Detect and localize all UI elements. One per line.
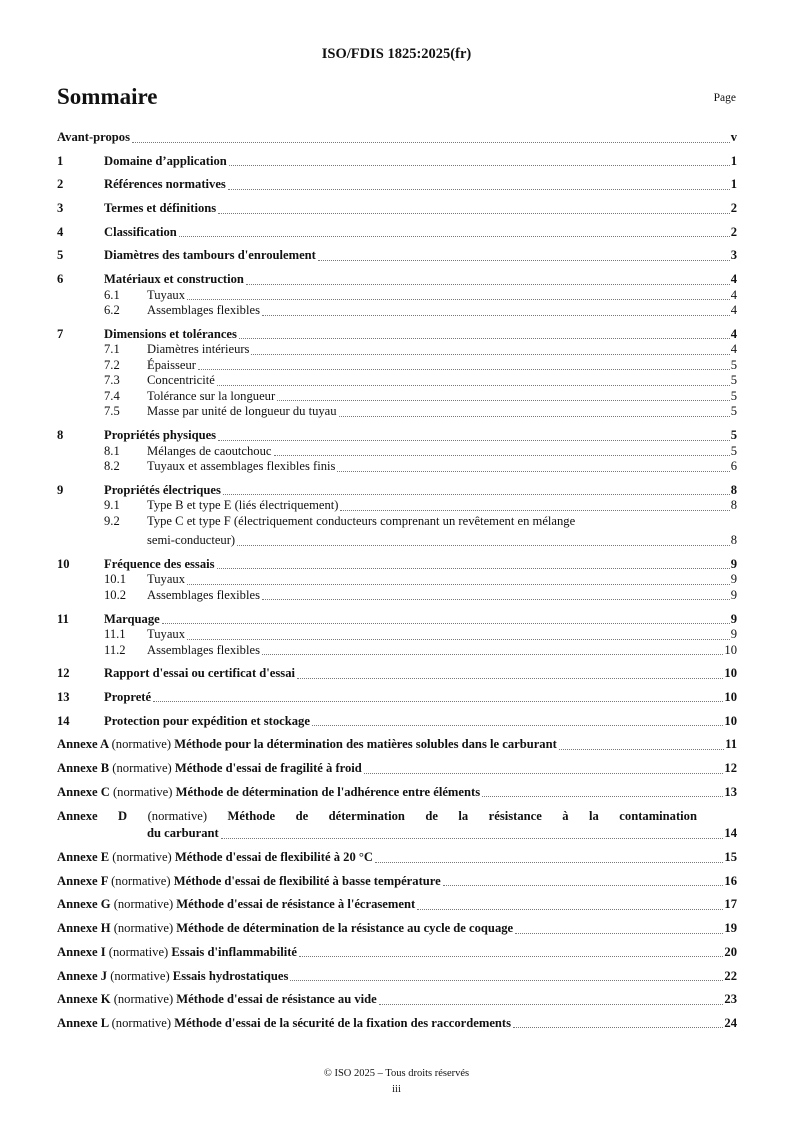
annex-label: Annexe G (57, 897, 111, 912)
toc-page-number: 8 (730, 482, 737, 497)
dot-leader (297, 678, 723, 679)
toc-entry-text: Tuyaux et assemblages flexibles finis (147, 459, 336, 473)
annex-label: Annexe E (57, 850, 110, 865)
toc-entry-text: Méthode de détermination de la résistance à la contamination (227, 809, 697, 824)
toc-entry-text: Mélanges de caoutchouc (147, 443, 272, 458)
toc-entry-line (57, 225, 737, 241)
toc-entry-text: Références normatives (104, 177, 226, 192)
toc-entry-line (57, 969, 737, 985)
toc-entry-text: Méthode d'essai de fragilité à froid (174, 761, 362, 775)
toc-entry-line (57, 643, 737, 659)
toc-entry-text-continued: du carburant (147, 826, 219, 841)
toc-entry-number: 11.2 (104, 642, 126, 657)
toc-entry-title (57, 737, 557, 753)
toc-page-number: 2 (730, 201, 737, 216)
toc-entry[interactable] (57, 483, 737, 499)
toc-page-number: 1 (730, 177, 737, 192)
toc-entry-number: 11.1 (104, 627, 126, 642)
dot-leader (251, 354, 729, 355)
toc-entry-text: Méthode d'essai de flexibilité à basse température (173, 873, 441, 888)
toc-page-number: 4 (730, 342, 737, 357)
toc-page-number: 6 (730, 459, 737, 473)
toc-entry-number: 7 (57, 326, 64, 341)
toc-page-number: 9 (730, 627, 737, 642)
toc-entry-text: Type C et type F (électriquement conducteurs comprenant un revêtement en mélange (147, 513, 576, 528)
toc-entry[interactable] (57, 358, 737, 374)
toc-entry-text-continued: semi-conducteur) (147, 533, 236, 548)
toc-entry[interactable] (57, 612, 737, 628)
annex-normative-label: (normative) (147, 809, 208, 824)
toc-entry-text: Fréquence des essais (104, 556, 215, 571)
annex-label: Annexe B (57, 761, 110, 775)
toc-page-number: 17 (724, 897, 737, 912)
toc-entry-number: 13 (57, 689, 70, 704)
toc-entry-text: Marquage (104, 611, 160, 626)
toc-page-number: v (730, 130, 737, 144)
toc-entry-number: 2 (57, 177, 64, 192)
annex-normative-label: (normative) (110, 968, 170, 983)
toc-entry-line (57, 945, 737, 961)
toc-entry-text: Méthode de détermination de l'adhérence entre éléments (175, 784, 481, 799)
annex-normative-label: (normative) (113, 921, 174, 936)
toc-entry-number: 9.2 (104, 513, 120, 528)
annex-normative-label: (normative) (112, 784, 173, 799)
toc-entry-title (57, 808, 697, 825)
toc-page-number: 3 (730, 248, 737, 263)
toc-entry-text: Concentricité (147, 373, 215, 388)
toc-entry[interactable] (57, 945, 737, 961)
toc-entry-line (57, 154, 737, 170)
toc-entry[interactable] (57, 327, 737, 343)
toc-entry-line (57, 826, 737, 842)
toc-entry-line (57, 327, 737, 343)
toc-page-number: 5 (730, 388, 737, 403)
toc-entry-text: Méthode pour la détermination des matières solubles dans le carburant (174, 737, 557, 752)
toc-entry-number: 7.1 (104, 342, 120, 357)
toc-page-number: 10 (724, 713, 737, 728)
dot-leader (218, 440, 730, 441)
toc-page-number: 10 (724, 642, 737, 657)
dot-leader (262, 654, 723, 655)
toc-entry-text: Termes et définitions (104, 201, 217, 216)
toc-page-number: 10 (724, 689, 737, 704)
toc-entry-number: 8 (57, 428, 64, 442)
toc-page-number: 4 (730, 272, 737, 287)
toc-entry[interactable] (57, 761, 737, 777)
toc-page-number: 9 (730, 611, 737, 626)
dot-leader (223, 494, 730, 495)
toc-entry[interactable] (57, 498, 737, 514)
annex-label: Annexe K (57, 992, 111, 1007)
annex-normative-label: (normative) (113, 992, 174, 1007)
toc-entry-text: Diamètres intérieurs (147, 342, 250, 357)
page-footer (0, 1066, 793, 1098)
toc-page-number: 15 (724, 850, 737, 865)
dot-leader (482, 796, 723, 797)
toc-entry[interactable] (57, 969, 737, 985)
dot-leader (274, 455, 730, 456)
toc-entry-line (57, 992, 737, 1008)
toc-entry-line (57, 572, 737, 588)
toc-page-number: 8 (730, 498, 737, 513)
toc-entry[interactable] (57, 177, 737, 193)
toc-page-number: 4 (730, 303, 737, 318)
toc-entry-line (57, 761, 737, 777)
annex-label: Annexe C (57, 784, 110, 799)
toc-entry-line (57, 874, 737, 890)
toc-entry-text: Assemblages flexibles (147, 587, 260, 602)
annex-label: Annexe H (57, 921, 111, 936)
table-of-contents (57, 130, 737, 1031)
toc-entry-text: Essais d'inflammabilité (171, 944, 298, 959)
toc-entry[interactable] (57, 130, 737, 146)
toc-page-number: 12 (724, 761, 737, 775)
toc-entry-title (57, 945, 297, 961)
toc-entry-line (57, 666, 737, 682)
toc-page-number: 9 (730, 572, 737, 587)
toc-entry-number: 9.1 (104, 498, 120, 513)
toc-entry-line (57, 921, 737, 937)
toc-entry[interactable] (57, 288, 737, 304)
toc-entry-line (57, 714, 737, 730)
toc-entry-title (57, 850, 373, 866)
toc-entry-text: Propreté (104, 689, 152, 704)
toc-entry-line (57, 459, 737, 475)
dot-leader (217, 385, 730, 386)
toc-entry-line (57, 248, 737, 264)
toc-entry-text: Méthode d'essai de résistance au vide (176, 992, 377, 1007)
dot-leader (246, 284, 730, 285)
dot-leader (239, 338, 730, 339)
toc-entry-number: 6.2 (104, 303, 120, 318)
toc-page-number: 5 (730, 428, 737, 442)
toc-entry[interactable] (57, 572, 737, 588)
toc-entry-line (57, 177, 737, 193)
dot-leader (217, 568, 730, 569)
dot-leader (337, 471, 729, 472)
toc-entry-title (57, 1016, 511, 1032)
annex-normative-label: (normative) (111, 873, 171, 888)
toc-entry-title (57, 992, 377, 1008)
toc-entry-number: 9 (57, 482, 64, 497)
toc-page-number: 5 (730, 443, 737, 458)
toc-entry-text: Méthode d'essai de résistance à l'écrasement (176, 897, 416, 912)
toc-entry-text: Tuyaux (147, 572, 186, 587)
toc-entry-text: Méthode d'essai de flexibilité à 20 °C (174, 850, 374, 865)
toc-entry[interactable] (57, 342, 737, 358)
toc-entry-text: Méthode de détermination de la résistance au cycle de coquage (176, 921, 514, 936)
dot-leader (339, 416, 730, 417)
dot-leader (277, 400, 730, 401)
toc-page-number: 11 (725, 737, 737, 752)
toc-entry[interactable] (57, 514, 737, 549)
dot-leader (179, 236, 730, 237)
toc-entry-number: 3 (57, 201, 64, 216)
toc-page-number: 23 (724, 992, 737, 1007)
toc-page-number: 5 (730, 373, 737, 388)
dot-leader (299, 956, 723, 957)
toc-entry-line (57, 389, 737, 405)
annex-normative-label: (normative) (111, 737, 172, 752)
dot-leader (443, 885, 724, 886)
toc-entry-line (57, 428, 737, 444)
toc-entry-line (57, 808, 737, 825)
toc-page-number: 14 (724, 826, 737, 841)
toc-entry[interactable] (57, 201, 737, 217)
toc-entry-number: 10.2 (104, 587, 127, 602)
toc-entry-number: 5 (57, 248, 64, 263)
toc-entry-number: 8.1 (104, 443, 120, 458)
toc-page-number: 16 (724, 873, 737, 888)
dot-leader (187, 584, 730, 585)
toc-entry[interactable] (57, 643, 737, 659)
toc-entry[interactable] (57, 666, 737, 682)
toc-entry-text: Masse par unité de longueur du tuyau (147, 404, 337, 419)
annex-normative-label: (normative) (112, 850, 172, 865)
toc-page-number: 5 (730, 404, 737, 419)
toc-entry-line (57, 612, 737, 628)
dot-leader (162, 623, 730, 624)
annex-label: Annexe L (57, 1015, 109, 1030)
annex-label: Annexe J (57, 968, 108, 983)
toc-entry-text: Domaine d’application (104, 153, 227, 168)
toc-entry-line (57, 404, 737, 420)
toc-entry-line (57, 373, 737, 389)
toc-entry-number: 14 (57, 713, 70, 728)
dot-leader (221, 838, 724, 839)
toc-entry[interactable] (57, 459, 737, 475)
dot-leader (375, 862, 723, 863)
toc-page-number: 1 (730, 153, 737, 168)
toc-entry-line (57, 785, 737, 801)
toc-entry-line (57, 557, 737, 573)
toc-entry-text: Assemblages flexibles (147, 303, 260, 318)
toc-entry-line (57, 850, 737, 866)
toc-entry[interactable] (57, 992, 737, 1008)
page-column-label: Page (713, 92, 736, 104)
toc-entry-text: Tuyaux (147, 287, 186, 302)
toc-entry-line (57, 444, 737, 460)
toc-page-number: 10 (724, 666, 737, 681)
toc-entry-line (57, 514, 737, 530)
annex-label: Annexe D (57, 809, 128, 824)
dot-leader (417, 909, 723, 910)
toc-entry-text: Épaisseur (147, 357, 196, 372)
toc-entry-number: 7.4 (104, 388, 120, 403)
toc-entry-text: Rapport d'essai ou certificat d'essai (104, 666, 295, 681)
toc-entry-number: 7.2 (104, 357, 120, 372)
toc-entry-number: 10 (57, 556, 70, 571)
toc-entry-title (57, 921, 513, 937)
toc-entry[interactable] (57, 373, 737, 389)
toc-entry-line (57, 358, 737, 374)
toc-entry-number: 8.2 (104, 459, 120, 473)
toc-entry-number: 1 (57, 153, 64, 168)
toc-entry-text: Méthode d'essai de la sécurité de la fixation des raccordements (174, 1015, 512, 1030)
toc-entry-text: Tolérance sur la longueur (147, 388, 276, 403)
dot-leader (132, 142, 730, 143)
toc-entry-line (57, 288, 737, 304)
toc-entry[interactable] (57, 921, 737, 937)
toc-entry-line (57, 130, 737, 146)
toc-page-number: 24 (724, 1015, 737, 1030)
toc-page-number: 4 (730, 287, 737, 302)
dot-leader (379, 1004, 724, 1005)
annex-normative-label: (normative) (108, 944, 169, 959)
toc-entry-text: Assemblages flexibles (147, 642, 260, 657)
toc-entry[interactable] (57, 225, 737, 241)
toc-entry[interactable] (57, 444, 737, 460)
dot-leader (312, 725, 723, 726)
dot-leader (290, 980, 723, 981)
toc-entry[interactable] (57, 785, 737, 801)
toc-entry-number: 4 (57, 224, 64, 239)
toc-entry-number: 10.1 (104, 572, 127, 587)
toc-entry-number: 7.5 (104, 404, 120, 419)
toc-entry-title (57, 969, 288, 985)
annex-label: Annexe A (57, 737, 109, 752)
toc-entry[interactable] (57, 404, 737, 420)
toc-entry-line (57, 201, 737, 217)
toc-entry-line (57, 897, 737, 913)
toc-entry-text: Dimensions et tolérances (104, 326, 237, 341)
toc-entry-text: Classification (104, 224, 177, 239)
toc-entry[interactable] (57, 154, 737, 170)
toc-entry-title (57, 874, 441, 890)
dot-leader (228, 189, 730, 190)
toc-entry-text: Tuyaux (147, 627, 186, 642)
toc-entry-line (57, 342, 737, 358)
toc-entry[interactable] (57, 874, 737, 890)
toc-page-number: 5 (730, 357, 737, 372)
toc-entry-text: Matériaux et construction (104, 272, 244, 287)
toc-entry-text: Propriétés physiques (104, 428, 217, 442)
toc-entry-text: Essais hydrostatiques (172, 968, 289, 983)
toc-entry-title (57, 897, 415, 913)
toc-entry-text: Avant-propos (57, 130, 131, 144)
toc-entry-number: 6.1 (104, 287, 120, 302)
dot-leader (559, 749, 724, 750)
toc-entry-line (57, 303, 737, 319)
toc-page-number: 8 (730, 533, 737, 548)
toc-page-number: 22 (724, 968, 737, 983)
dot-leader (262, 599, 730, 600)
toc-entry-line (57, 483, 737, 499)
toc-entry-line (57, 272, 737, 288)
toc-entry[interactable] (57, 690, 737, 706)
toc-page-number: 9 (730, 587, 737, 602)
toc-entry[interactable] (57, 272, 737, 288)
toc-entry-line (57, 627, 737, 643)
dot-leader (262, 315, 730, 316)
dot-leader (364, 773, 724, 774)
toc-entry-text: Propriétés électriques (104, 482, 221, 497)
toc-entry-text: Type B et type E (liés électriquement) (147, 498, 339, 513)
toc-entry[interactable] (57, 1016, 737, 1032)
annex-normative-label: (normative) (113, 897, 174, 912)
toc-entry[interactable] (57, 303, 737, 319)
dot-leader (513, 1027, 723, 1028)
toc-entry-title (57, 785, 480, 801)
toc-entry-line (57, 690, 737, 706)
toc-entry-number: 6 (57, 272, 64, 287)
annex-normative-label: (normative) (111, 1015, 172, 1030)
toc-entry-number: 7.3 (104, 373, 120, 388)
document-header: ISO/FDIS 1825:2025(fr) (321, 46, 472, 62)
toc-entry[interactable] (57, 808, 737, 842)
copyright-notice: © ISO 2025 – Tous droits réservés (323, 1068, 470, 1079)
toc-entry[interactable] (57, 389, 737, 405)
toc-entry-line (57, 588, 737, 604)
toc-page-number: 20 (724, 944, 737, 959)
toc-entry-line (57, 1016, 737, 1032)
dot-leader (515, 933, 723, 934)
toc-page-number: 9 (730, 556, 737, 571)
dot-leader (187, 299, 730, 300)
toc-entry-number: 11 (57, 611, 69, 626)
toc-page-number: 2 (730, 224, 737, 239)
dot-leader (187, 639, 730, 640)
toc-entry-line (57, 737, 737, 753)
dot-leader (318, 260, 730, 261)
toc-entry[interactable] (57, 627, 737, 643)
annex-label: Annexe F (57, 873, 108, 888)
toc-page-number: 4 (730, 326, 737, 341)
toc-entry[interactable] (57, 897, 737, 913)
toc-entry-line (57, 498, 737, 514)
dot-leader (198, 369, 730, 370)
toc-page-number: 19 (724, 921, 737, 936)
dot-leader (229, 165, 730, 166)
toc-entry-text: Protection pour expédition et stockage (104, 713, 310, 728)
toc-entry[interactable] (57, 714, 737, 730)
dot-leader (153, 701, 723, 702)
page-title: Sommaire (57, 84, 158, 109)
toc-entry-number: 12 (57, 666, 70, 681)
dot-leader (340, 510, 729, 511)
toc-entry-title (57, 761, 362, 777)
toc-entry-line (57, 533, 737, 549)
dot-leader (237, 545, 730, 546)
page-number: iii (392, 1084, 401, 1095)
annex-label: Annexe I (57, 944, 106, 959)
toc-entry-text: Diamètres des tambours d'enroulement (104, 248, 316, 263)
toc-entry[interactable] (57, 557, 737, 573)
toc-entry[interactable] (57, 428, 737, 444)
toc-entry[interactable] (57, 248, 737, 264)
toc-entry[interactable] (57, 588, 737, 604)
annex-normative-label: (normative) (112, 761, 172, 775)
dot-leader (218, 213, 730, 214)
toc-entry[interactable] (57, 737, 737, 753)
toc-entry[interactable] (57, 850, 737, 866)
toc-page-number: 13 (724, 784, 737, 799)
